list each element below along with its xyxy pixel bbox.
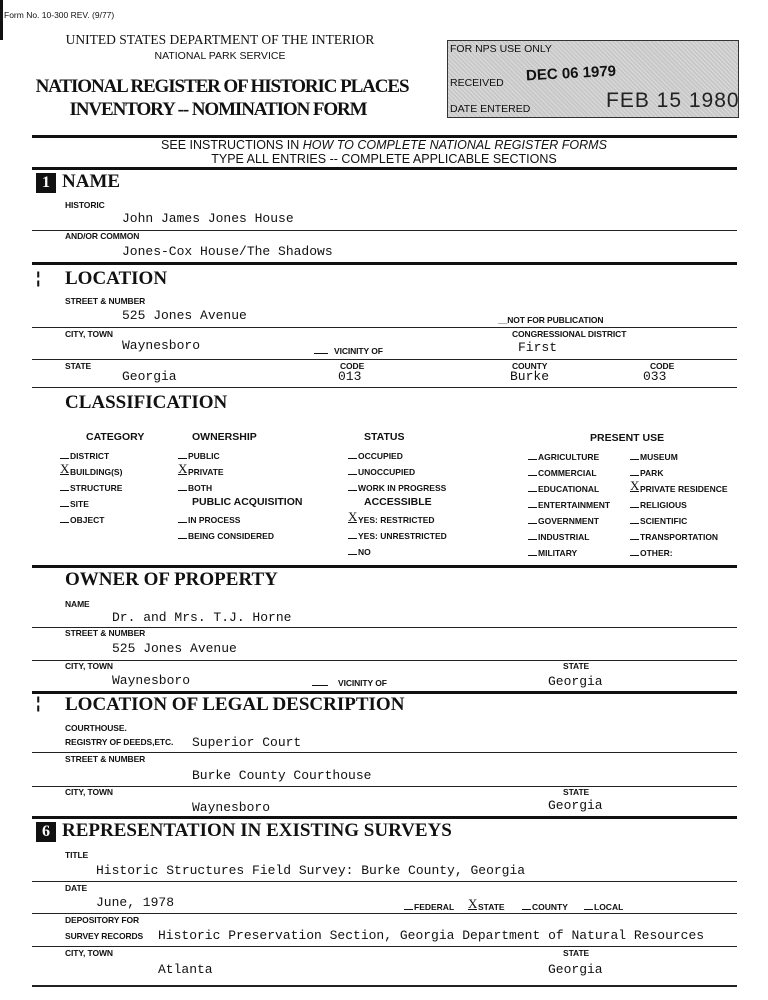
checkbox-option[interactable]	[348, 466, 415, 478]
option-label: COMMERCIAL	[538, 468, 597, 478]
county-field[interactable]: Burke	[510, 369, 550, 384]
checkbox-blank[interactable]	[348, 546, 357, 555]
checkbox-blank[interactable]	[60, 482, 69, 491]
option-label: PARK	[640, 468, 664, 478]
checkbox-option[interactable]	[60, 461, 123, 478]
county-code-field[interactable]: 033	[643, 369, 667, 384]
column-heading: CATEGORY	[86, 431, 145, 443]
owner-vicinity-checkbox[interactable]	[312, 679, 387, 689]
section-title-location: LOCATION	[65, 268, 168, 289]
registry-label: REGISTRY OF DEEDS,ETC.	[65, 737, 174, 747]
checkbox-blank[interactable]	[348, 466, 357, 475]
option-label: YES: RESTRICTED	[358, 515, 435, 525]
divider	[32, 786, 737, 787]
vicinity-label: VICINITY OF	[338, 678, 387, 688]
checkbox-blank[interactable]	[630, 531, 639, 540]
option-label: STRUCTURE	[70, 483, 123, 493]
checkbox-option[interactable]	[60, 450, 109, 462]
owner-state-field[interactable]: Georgia	[548, 674, 603, 689]
column-heading: ACCESSIBLE	[364, 496, 432, 508]
checkbox-blank[interactable]	[584, 901, 593, 910]
legal-street-label: STREET & NUMBER	[65, 754, 146, 764]
option-label: INDUSTRIAL	[538, 532, 590, 542]
checkbox-blank[interactable]	[178, 450, 187, 459]
option-label: FEDERAL	[414, 902, 455, 912]
section-title-classification: CLASSIFICATION	[65, 392, 228, 413]
checkbox-option[interactable]	[528, 547, 577, 559]
survey-state-label: STATE	[563, 948, 590, 958]
date-entered-label: DATE ENTERED	[450, 103, 531, 115]
option-label: BUILDING(S)	[70, 467, 123, 477]
owner-city-field[interactable]: Waynesboro	[112, 673, 191, 688]
column-heading: STATUS	[364, 431, 405, 443]
survey-records-label: SURVEY RECORDS	[65, 931, 144, 941]
checkbox-blank[interactable]	[630, 499, 639, 508]
section-number: 1	[36, 173, 56, 193]
checkbox-blank[interactable]	[528, 515, 537, 524]
instructions-line1	[0, 138, 768, 152]
checkbox-blank[interactable]	[528, 547, 537, 556]
checkbox-option[interactable]	[60, 514, 104, 526]
section-title-legal: LOCATION OF LEGAL DESCRIPTION	[65, 694, 405, 715]
option-label: PRIVATE	[188, 467, 224, 477]
form-number: Form No. 10-300 REV. (9/77)	[4, 10, 115, 20]
section-number: 6	[36, 822, 56, 842]
survey-level-checkbox[interactable]	[468, 896, 505, 913]
checkbox-blank[interactable]	[178, 482, 187, 491]
check-mark: X	[60, 461, 70, 476]
option-label: OTHER:	[640, 548, 673, 558]
survey-city-field[interactable]: Atlanta	[158, 962, 213, 977]
checkbox-blank[interactable]	[630, 547, 639, 556]
check-mark: X	[630, 478, 640, 493]
survey-title-field[interactable]: Historic Structures Field Survey: Burke County, Georgia	[96, 863, 526, 878]
congressional-field[interactable]: First	[518, 340, 558, 355]
checkbox-blank[interactable]	[468, 896, 478, 911]
form-title-line1: NATIONAL REGISTER OF HISTORIC PLACES	[35, 76, 409, 97]
owner-name-field[interactable]: Dr. and Mrs. T.J. Horne	[112, 610, 292, 625]
owner-state-label: STATE	[563, 661, 590, 671]
checkbox-option[interactable]	[348, 509, 435, 526]
legal-city-label: CITY, TOWN	[65, 787, 113, 797]
option-label: RELIGIOUS	[640, 500, 687, 510]
checkbox-blank[interactable]	[348, 509, 358, 524]
county-code-label: CODE	[650, 361, 675, 371]
option-label: YES: UNRESTRICTED	[358, 531, 447, 541]
divider	[32, 816, 737, 819]
section-marker: ¦	[36, 695, 41, 712]
checkbox-option[interactable]	[528, 451, 599, 463]
common-name-label: AND/OR COMMON	[65, 231, 140, 241]
historic-label: HISTORIC	[65, 200, 105, 210]
checkbox-blank[interactable]	[630, 467, 639, 476]
option-label: COUNTY	[532, 902, 568, 912]
divider	[32, 660, 737, 661]
street-field[interactable]: 525 Jones Avenue	[122, 308, 247, 323]
option-label: PUBLIC	[188, 451, 220, 461]
nps-heading: FOR NPS USE ONLY	[450, 43, 552, 55]
county-label: COUNTY	[512, 361, 548, 371]
checkbox-option[interactable]	[348, 546, 371, 558]
checkbox-option[interactable]	[630, 478, 728, 495]
checkbox-option[interactable]	[630, 467, 663, 479]
common-name-field[interactable]: Jones-Cox House/The Shadows	[122, 244, 333, 259]
legal-city-field[interactable]: Waynesboro	[192, 800, 271, 815]
checkbox-blank[interactable]	[528, 499, 537, 508]
checkbox-blank[interactable]	[348, 530, 357, 539]
instructions-line2: TYPE ALL ENTRIES -- COMPLETE APPLICABLE SECTIONS	[211, 152, 557, 166]
option-label: NO	[358, 547, 371, 557]
checkbox-blank[interactable]	[348, 482, 357, 491]
vicinity-label: VICINITY OF	[334, 346, 383, 356]
received-label: RECEIVED	[450, 77, 504, 89]
code-label: CODE	[340, 361, 365, 371]
nps-use-box	[447, 40, 739, 118]
legal-street-field[interactable]: Burke County Courthouse	[192, 768, 372, 783]
option-label: ENTERTAINMENT	[538, 500, 611, 510]
checkbox-option[interactable]	[348, 530, 447, 542]
checkbox-blank[interactable]	[404, 901, 413, 910]
checkbox-option[interactable]	[60, 482, 122, 494]
received-stamp: DEC 06 1979	[525, 62, 617, 85]
checkbox-option[interactable]	[528, 515, 599, 527]
checkbox-blank[interactable]	[348, 450, 357, 459]
option-label: EDUCATIONAL	[538, 484, 600, 494]
divider	[32, 752, 737, 753]
checkbox-option[interactable]	[178, 514, 240, 526]
option-label: PRIVATE RESIDENCE	[640, 484, 728, 494]
registry-field[interactable]: Superior Court	[192, 735, 302, 750]
checkbox-option[interactable]	[60, 498, 89, 510]
checkbox-option[interactable]	[630, 547, 673, 559]
city-label: CITY, TOWN	[65, 329, 113, 339]
checkbox-option[interactable]	[178, 482, 212, 494]
divider	[32, 262, 737, 265]
department: UNITED STATES DEPARTMENT OF THE INTERIOR	[65, 32, 375, 47]
city-field[interactable]: Waynesboro	[122, 338, 201, 353]
column-heading: PRESENT USE	[590, 432, 665, 444]
checkbox-blank[interactable]	[630, 478, 640, 493]
divider	[32, 913, 737, 914]
check-mark: X	[468, 896, 478, 911]
section-title-surveys: REPRESENTATION IN EXISTING SURVEYS	[62, 820, 452, 841]
checkbox-option[interactable]	[178, 450, 220, 462]
checkbox-option[interactable]	[178, 530, 274, 542]
state-label: STATE	[65, 361, 92, 371]
survey-level-checkbox[interactable]	[584, 901, 623, 913]
historic-name-field[interactable]: John James Jones House	[122, 211, 294, 226]
owner-street-field[interactable]: 525 Jones Avenue	[112, 641, 237, 656]
divider	[32, 327, 737, 328]
legal-state-field[interactable]: Georgia	[548, 798, 603, 813]
checkbox-option[interactable]	[630, 531, 718, 543]
checkbox-option[interactable]	[630, 451, 678, 463]
option-label: OCCUPIED	[358, 451, 403, 461]
survey-title-label: TITLE	[65, 850, 89, 860]
survey-city-label: CITY, TOWN	[65, 948, 113, 958]
divider	[32, 359, 737, 360]
checkbox-option[interactable]	[528, 499, 610, 511]
divider	[32, 167, 737, 170]
divider	[32, 946, 737, 947]
checkbox-blank[interactable]	[630, 451, 639, 460]
date-entered-stamp: FEB 15 1980	[606, 89, 740, 112]
owner-name-label: NAME	[65, 599, 90, 609]
checkbox-option[interactable]	[348, 482, 446, 494]
option-label: UNOCCUPIED	[358, 467, 416, 477]
checkbox-blank[interactable]	[60, 461, 70, 476]
option-label: MUSEUM	[640, 452, 678, 462]
divider	[32, 565, 737, 568]
state-field[interactable]: Georgia	[122, 369, 177, 384]
option-label: WORK IN PROGRESS	[358, 483, 447, 493]
column-heading: OWNERSHIP	[192, 431, 257, 443]
check-mark: X	[178, 461, 188, 476]
divider	[32, 387, 737, 388]
divider	[32, 881, 737, 882]
checkbox-blank[interactable]	[178, 461, 188, 476]
section-title-name: NAME	[62, 171, 121, 192]
section-marker: ¦	[36, 270, 41, 287]
checkbox-blank[interactable]	[60, 514, 69, 523]
option-label: AGRICULTURE	[538, 452, 600, 462]
survey-level-checkbox[interactable]	[404, 901, 454, 913]
form-title-line2: INVENTORY -- NOMINATION FORM	[69, 99, 367, 120]
section-title-owner: OWNER OF PROPERTY	[65, 569, 278, 590]
checkbox-blank[interactable]	[522, 901, 531, 910]
survey-state-field[interactable]: Georgia	[548, 962, 603, 977]
checkbox-option[interactable]	[630, 499, 687, 511]
option-label: BOTH	[188, 483, 213, 493]
checkbox-blank[interactable]	[630, 515, 639, 524]
owner-city-label: CITY, TOWN	[65, 661, 113, 671]
courthouse-label: COURTHOUSE.	[65, 723, 127, 733]
depository-field[interactable]: Historic Preservation Section, Georgia Department of Natural Resources	[158, 928, 705, 943]
checkbox-option[interactable]	[528, 483, 599, 495]
state-code-field[interactable]: 013	[338, 369, 362, 384]
not-for-publication-checkbox[interactable]: __NOT FOR PUBLICATION	[498, 315, 604, 325]
checkbox-option[interactable]	[630, 515, 687, 527]
option-label: BEING CONSIDERED	[188, 531, 274, 541]
instructions-title: HOW TO COMPLETE NATIONAL REGISTER FORMS	[302, 138, 607, 152]
checkbox-option[interactable]	[528, 467, 597, 479]
option-label: LOCAL	[594, 902, 624, 912]
checkbox-blank[interactable]	[528, 467, 537, 476]
legal-state-label: STATE	[563, 787, 590, 797]
checkbox-blank[interactable]	[528, 451, 537, 460]
option-label: TRANSPORTATION	[640, 532, 719, 542]
checkbox-blank[interactable]	[60, 498, 69, 507]
survey-level-checkbox[interactable]	[522, 901, 568, 913]
service: NATIONAL PARK SERVICE	[154, 50, 286, 62]
check-mark: X	[348, 509, 358, 524]
option-label: IN PROCESS	[188, 515, 241, 525]
checkbox-blank[interactable]	[528, 483, 537, 492]
option-label: SCIENTIFIC	[640, 516, 688, 526]
congressional-label: CONGRESSIONAL DISTRICT	[512, 329, 627, 339]
checkbox-blank[interactable]	[178, 530, 187, 539]
checkbox-blank[interactable]	[528, 531, 537, 540]
option-label: DISTRICT	[70, 451, 110, 461]
divider	[32, 985, 737, 987]
option-label: MILITARY	[538, 548, 578, 558]
depository-label: DEPOSITORY FOR	[65, 915, 140, 925]
checkbox-blank[interactable]	[60, 450, 69, 459]
survey-date-field[interactable]: June, 1978	[96, 895, 175, 910]
option-label: STATE	[478, 902, 505, 912]
instructions-prefix: SEE INSTRUCTIONS IN	[161, 138, 303, 152]
checkbox-option[interactable]	[528, 531, 589, 543]
checkbox-blank[interactable]	[178, 514, 187, 523]
vicinity-checkbox[interactable]	[314, 347, 383, 357]
survey-date-label: DATE	[65, 883, 88, 893]
option-label: SITE	[70, 499, 89, 509]
checkbox-option[interactable]	[178, 461, 224, 478]
option-label: GOVERNMENT	[538, 516, 599, 526]
option-label: OBJECT	[70, 515, 105, 525]
owner-street-label: STREET & NUMBER	[65, 628, 146, 638]
column-heading: PUBLIC ACQUISITION	[192, 496, 303, 508]
street-label: STREET & NUMBER	[65, 296, 146, 306]
checkbox-option[interactable]	[348, 450, 403, 462]
